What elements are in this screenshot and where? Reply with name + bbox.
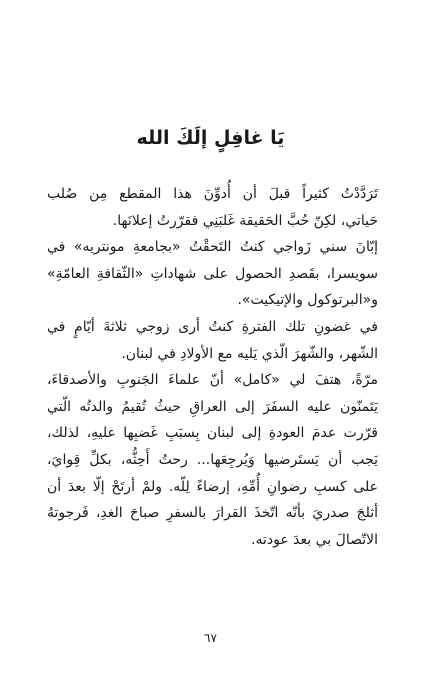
text-line: حَياتي، لكِنّ حُبَّ الحَقيقة غَلبَنِي فقرّرتُ إعلانَها. xyxy=(112,212,378,229)
text-line: إبّانَ سني زَواجي كنتُ التَحقْتُ «بجامعةِ مونتريه» في xyxy=(47,239,378,256)
text-line: يَجب أن يَستَرضيها وَيُرجِعَها... رحتُ أَحِثُّه، بكلِّ قِوايَ، xyxy=(47,451,378,468)
text-line: قرّرت عدمَ العودةِ إلى لبنان بِسبَبِ غَضبِها عليهِ، لذلك، xyxy=(47,425,378,442)
text-line: يَتَمنّون عليه السفَرَ إلى العراقِ حيثُ تُقيمُ والدتُه الّتي xyxy=(47,398,378,415)
text-line: و«البرتوكول والإتيكيت». xyxy=(237,292,378,309)
text-line: في غضونِ تلك الفترةِ كنتُ أرى زوجي ثلاثةَ أيّامٍ في xyxy=(47,318,378,335)
text-line: الاتّصالَ بي بعدَ عودته. xyxy=(251,531,378,548)
text-line: تَرَدَّدْتُ كثيراً قبلَ أن أُدوِّنَ هذا المقطع مِن صُلب xyxy=(47,186,378,202)
text-line: مرّةً، هتفَ لي «كامل» أنّ علماءَ الجَنوبِ والأصدقاءَ، xyxy=(47,372,378,389)
chapter-title: يَا غافِلٍ إلَكَ الله xyxy=(136,127,285,149)
text-line: أثلجَ صدريَ بأنّه اتّخذَ القرارَ بالسفرِ صباحَ الغدِ، فَرجوتهُ xyxy=(47,505,378,522)
page-number: ٦٧ xyxy=(204,631,217,645)
text-line: الشّهر، والشّهرَ الّذي يَليه مع الأولادِ في لبنان. xyxy=(121,345,378,362)
text-line: على كسبِ رضوانِ أُمِّهِ، إرضاءً لِلّه. ولمْ أرتَحْ إلّا بعدَ أن xyxy=(47,478,378,495)
body-text xyxy=(47,181,378,553)
text-line: سويسرا، بقَصدِ الحصول على شهاداتِ «الثّقافةِ العامّةِ» xyxy=(47,265,378,282)
